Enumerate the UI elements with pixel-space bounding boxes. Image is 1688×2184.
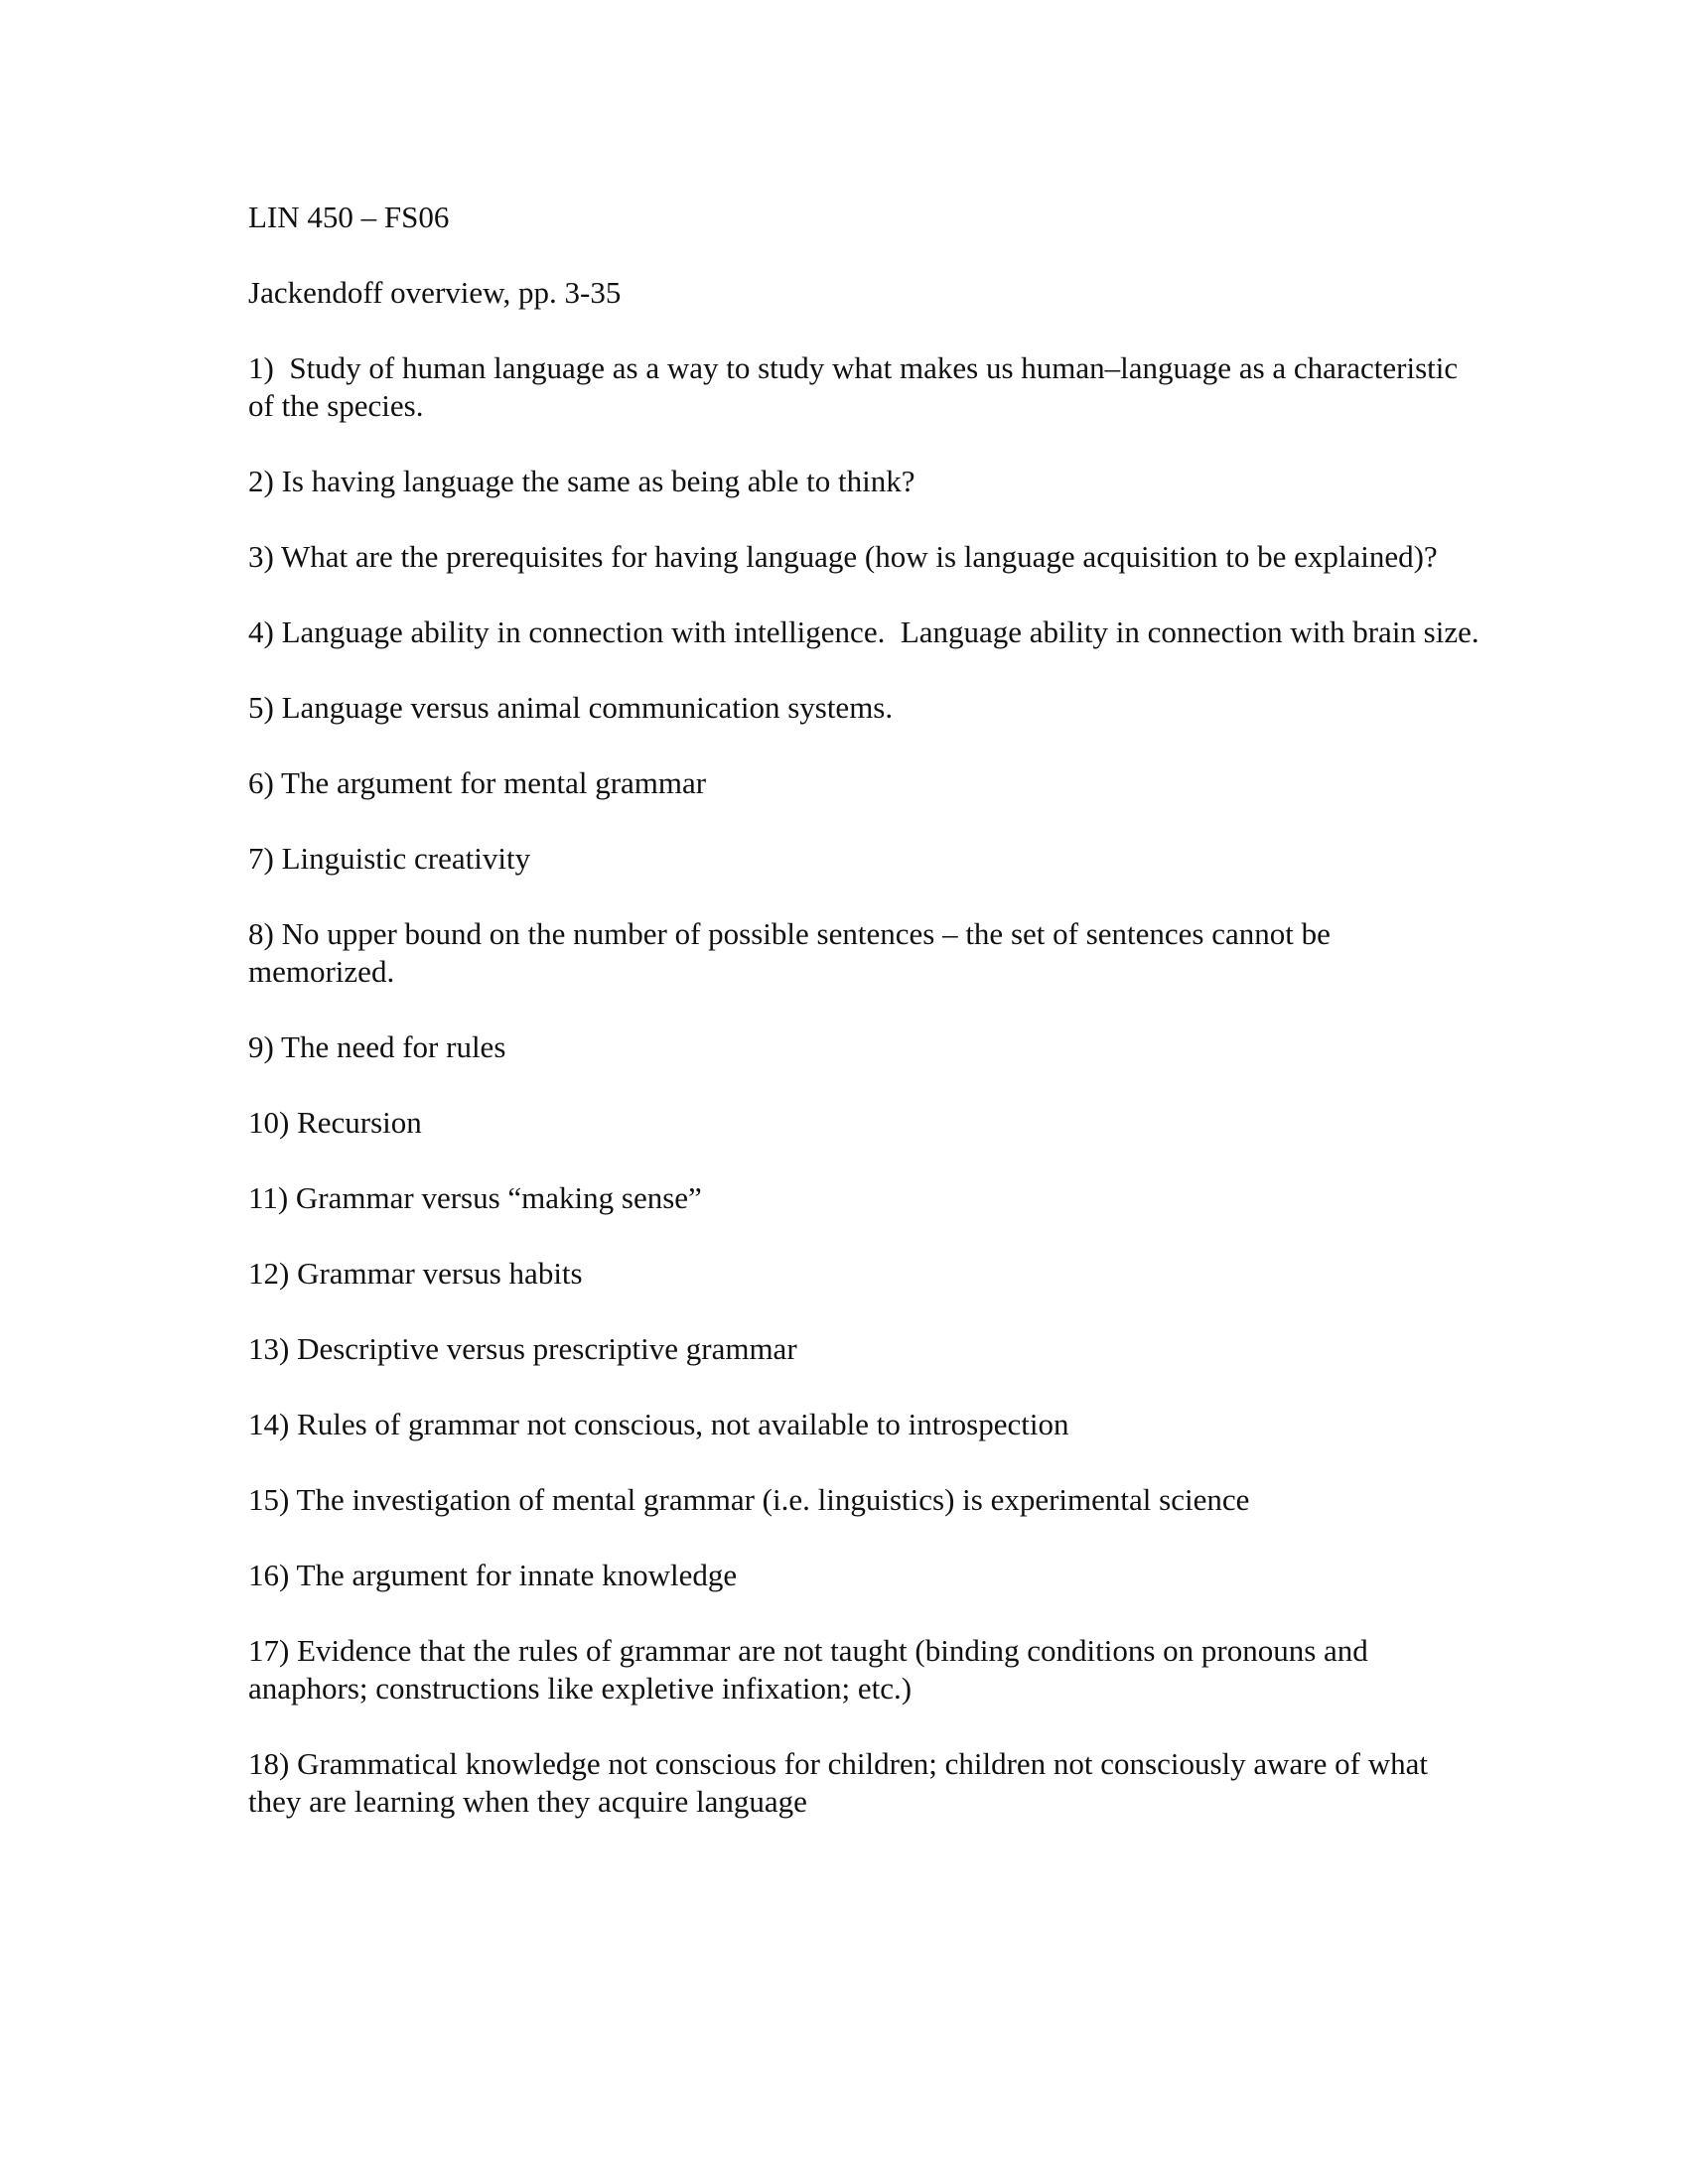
list-item: 18) Grammatical knowledge not conscious for children; children not consciously aware of what they are learning when they acquire language	[248, 1746, 1436, 1819]
reading-title: Jackendoff overview, pp. 3-35	[248, 275, 622, 310]
list-item: 3) What are the prerequisites for having language (how is language acquisition to be explained)?	[248, 539, 1438, 574]
list-item: 6) The argument for mental grammar	[248, 765, 707, 800]
list-item: 1) Study of human language as a way to study what makes us human–language as a characteristic of the species.	[248, 350, 1466, 423]
list-item: 11) Grammar versus “making sense”	[248, 1180, 702, 1215]
document-page	[248, 199, 1479, 1858]
list-item: 8) No upper bound on the number of possible sentences – the set of sentences cannot be memorized.	[248, 916, 1338, 989]
list-item: 7) Linguistic creativity	[248, 841, 531, 876]
list-item: 2) Is having language the same as being able to think?	[248, 464, 915, 498]
list-item: 17) Evidence that the rules of grammar are not taught (binding conditions on pronouns and anaphors; constructions like expletive infixation; etc.)	[248, 1633, 1376, 1706]
list-item: 4) Language ability in connection with intelligence. Language ability in connection with brain size.	[248, 614, 1479, 649]
list-item: 14) Rules of grammar not conscious, not available to introspection	[248, 1407, 1069, 1441]
list-item: 12) Grammar versus habits	[248, 1256, 583, 1291]
list-item: 16) The argument for innate knowledge	[248, 1558, 738, 1592]
course-title: LIN 450 – FS06	[248, 200, 450, 234]
list-item: 5) Language versus animal communication systems.	[248, 690, 894, 725]
list-item: 15) The investigation of mental grammar (i.e. linguistics) is experimental science	[248, 1482, 1250, 1517]
list-item: 13) Descriptive versus prescriptive grammar	[248, 1331, 797, 1366]
list-item: 9) The need for rules	[248, 1029, 506, 1064]
list-item: 10) Recursion	[248, 1105, 422, 1140]
